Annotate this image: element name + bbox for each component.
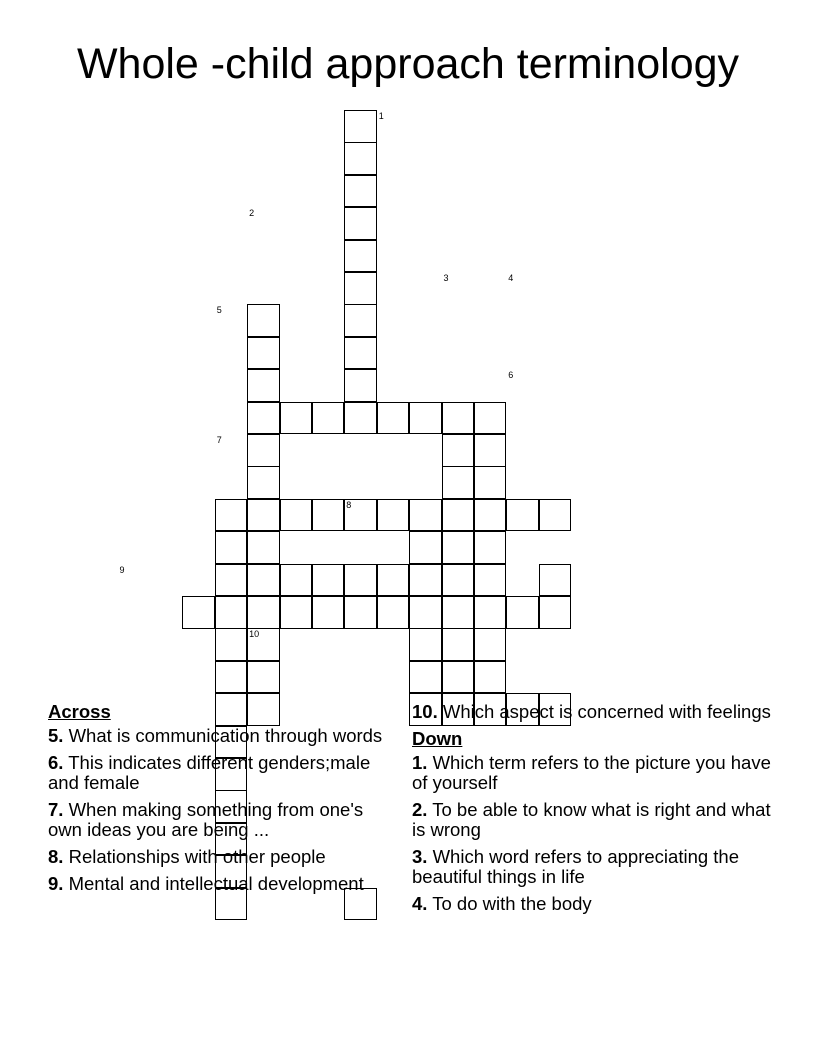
- grid-cell: [409, 564, 442, 597]
- cell-number-4: 4: [508, 273, 514, 283]
- grid-cell: [344, 564, 377, 597]
- grid-cell: [377, 402, 410, 435]
- grid-cell: [539, 596, 572, 629]
- grid-cell: [474, 499, 507, 532]
- clue-text: Relationships with other people: [63, 846, 326, 867]
- clue-number: 3.: [412, 846, 428, 867]
- clue-text: Which word refers to appreciating the beautiful things in life: [412, 846, 740, 887]
- clue-number: 8.: [48, 846, 64, 867]
- cell-number-8: 8: [346, 499, 352, 510]
- grid-cell: [344, 337, 377, 370]
- cell-number-1: 1: [378, 111, 384, 121]
- grid-cell: [344, 402, 377, 435]
- grid-cell: [377, 596, 410, 629]
- grid-cell: [312, 499, 345, 532]
- grid-cell: [247, 596, 280, 629]
- clue-text: Which aspect is concerned with feelings: [437, 701, 771, 722]
- grid-cell: [344, 596, 377, 629]
- grid-cell: [344, 369, 377, 402]
- cell-number-7: 7: [216, 435, 222, 445]
- grid-cell: [442, 531, 475, 564]
- grid-cell: [247, 564, 280, 597]
- clue-across-10: [412, 702, 782, 722]
- clues-left-column: [48, 702, 383, 901]
- across-heading: Across: [48, 701, 111, 722]
- grid-cell: [474, 564, 507, 597]
- grid-cell: [247, 531, 280, 564]
- grid-cell: [409, 628, 442, 661]
- grid-cell: [442, 628, 475, 661]
- grid-cell: [474, 661, 507, 694]
- clue-text: What is communication through words: [63, 725, 383, 746]
- grid-cell: [409, 531, 442, 564]
- clue-number: 1.: [412, 752, 428, 773]
- clue-text: Which term refers to the picture you have of yourself: [412, 752, 771, 793]
- cell-number-10: 10: [249, 629, 260, 640]
- down-heading: Down: [412, 728, 463, 749]
- grid-cell: [506, 596, 539, 629]
- grid-cell: [474, 531, 507, 564]
- grid-cell: [442, 402, 475, 435]
- grid-cell: [215, 499, 248, 532]
- grid-cell: [442, 466, 475, 499]
- clue-across-5: [48, 726, 383, 746]
- clue-number: 2.: [412, 799, 428, 820]
- clue-text: This indicates different genders;male and female: [48, 752, 371, 793]
- grid-cell: [442, 499, 475, 532]
- clue-across-9: [48, 874, 383, 894]
- clue-number: 10.: [412, 701, 438, 722]
- grid-cell: [409, 499, 442, 532]
- puzzle-title: Whole -child approach terminology: [76, 40, 740, 88]
- grid-cell: [344, 175, 377, 208]
- grid-cell: [344, 110, 377, 143]
- clue-number: 4.: [412, 893, 428, 914]
- grid-cell: [312, 402, 345, 435]
- grid-cell: [474, 628, 507, 661]
- clue-text: To do with the body: [427, 893, 592, 914]
- grid-cell: [247, 369, 280, 402]
- clue-across-7: [48, 800, 383, 840]
- grid-cell: [215, 564, 248, 597]
- grid-cell: [344, 272, 377, 305]
- clues-right-column: [412, 702, 782, 921]
- grid-cell: [247, 402, 280, 435]
- grid-cell: [409, 596, 442, 629]
- grid-cell: [280, 499, 313, 532]
- clue-across-6: [48, 753, 383, 793]
- clue-down-4: [412, 894, 782, 914]
- grid-cell: [215, 661, 248, 694]
- clue-number: 6.: [48, 752, 64, 773]
- grid-cell: [215, 531, 248, 564]
- clue-number: 5.: [48, 725, 64, 746]
- grid-cell: [247, 466, 280, 499]
- grid-cell: [474, 466, 507, 499]
- grid-cell: [377, 499, 410, 532]
- clue-down-1: [412, 753, 782, 793]
- grid-cell: [474, 434, 507, 467]
- grid-cell: [474, 596, 507, 629]
- grid-cell: [539, 499, 572, 532]
- clue-down-3: [412, 847, 782, 887]
- grid-cell: [280, 564, 313, 597]
- grid-cell: [442, 564, 475, 597]
- grid-cell: [247, 661, 280, 694]
- clue-number: 9.: [48, 873, 64, 894]
- grid-cell: [280, 596, 313, 629]
- grid-cell: [215, 596, 248, 629]
- clue-across-8: [48, 847, 383, 867]
- cell-number-6: 6: [508, 370, 514, 381]
- grid-cell: [182, 596, 215, 629]
- grid-cell: [344, 207, 377, 240]
- clue-text: Mental and intellectual development: [63, 873, 364, 894]
- grid-cell: [409, 402, 442, 435]
- grid-cell: [377, 564, 410, 597]
- grid-cell: [312, 564, 345, 597]
- grid-cell: [215, 628, 248, 661]
- cell-number-9: 9: [119, 564, 125, 575]
- cell-number-5: 5: [216, 305, 222, 316]
- grid-cell: [442, 661, 475, 694]
- grid-cell: [247, 304, 280, 337]
- grid-cell: [344, 240, 377, 273]
- grid-cell: [539, 564, 572, 597]
- clue-text: When making something from one's own ideas you are being ...: [48, 799, 364, 840]
- grid-cell: [312, 596, 345, 629]
- grid-cell: [247, 499, 280, 532]
- cell-number-2: 2: [249, 208, 255, 219]
- grid-cell: [474, 402, 507, 435]
- grid-cell: [442, 596, 475, 629]
- grid-cell: [442, 434, 475, 467]
- grid-cell: [280, 402, 313, 435]
- grid-cell: [344, 142, 377, 175]
- clue-number: 7.: [48, 799, 64, 820]
- grid-cell: [409, 661, 442, 694]
- grid-cell: [247, 337, 280, 370]
- grid-cell: [506, 499, 539, 532]
- grid-cell: [247, 434, 280, 467]
- grid-cell: [344, 304, 377, 337]
- clue-text: To be able to know what is right and what is wrong: [412, 799, 771, 840]
- clue-down-2: [412, 800, 782, 840]
- cell-number-3: 3: [443, 273, 449, 283]
